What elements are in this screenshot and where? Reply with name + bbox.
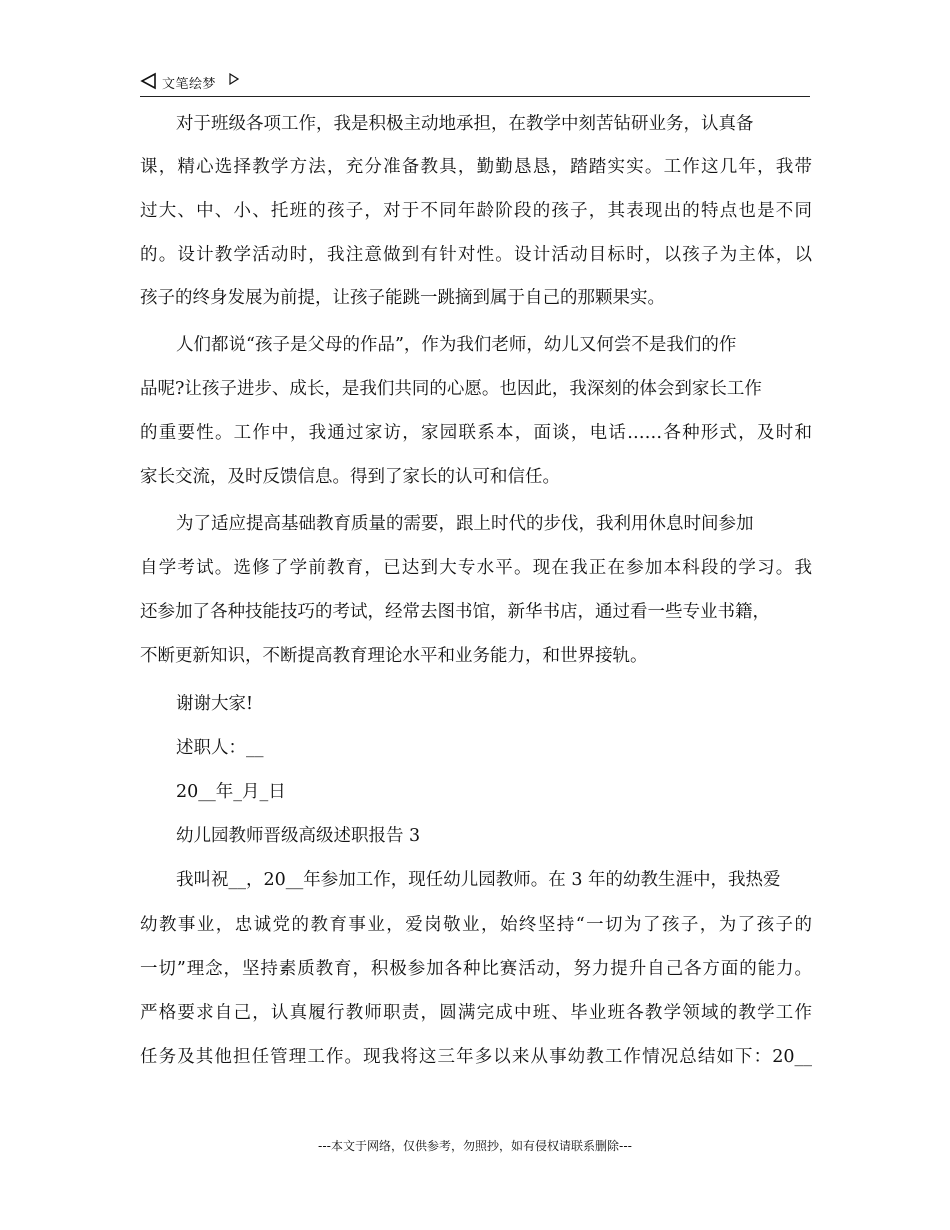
paragraph-line: 还参加了各种技能技巧的考试，经常去图书馆，新华书店，通过看一些专业书籍， bbox=[140, 602, 770, 622]
thanks-line: 谢谢大家! bbox=[176, 694, 254, 714]
paragraph-line: 家长交流，及时反馈信息。得到了家长的认可和信任。 bbox=[140, 467, 560, 487]
paragraph-line: 我叫祝__，20__年参加工作，现任幼儿园教师。在 3 年的幼教生涯中，我热爱 bbox=[176, 870, 781, 890]
paragraph-line: 课，精心选择教学方法，充分准备教具，勤勤恳恳，踏踏实实。工作这几年，我带 bbox=[140, 157, 812, 177]
signer-line: 述职人：__ bbox=[176, 738, 264, 758]
paragraph-line: 孩子的终身发展为前提，让孩子能跳一跳摘到属于自己的那颗果实。 bbox=[140, 288, 665, 308]
paragraph-line: 不断更新知识，不断提高教育理论水平和业务能力，和世界接轨。 bbox=[140, 646, 648, 666]
section-title: 幼儿园教师晋级高级述职报告 3 bbox=[176, 826, 421, 846]
paragraph-line: 严格要求自己，认真履行教师职责，圆满完成中班、毕业班各教学领域的教学工作 bbox=[140, 1003, 812, 1023]
paragraph-line: 品呢?让孩子进步、成长，是我们共同的心愿。也因此，我深刻的体会到家长工作 bbox=[140, 379, 762, 399]
paragraph-line: 对于班级各项工作，我是积极主动地承担，在教学中刻苦钻研业务，认真备 bbox=[176, 114, 754, 134]
footer-notice: ---本文于网络，仅供参考，勿照抄，如有侵权请联系删除--- bbox=[318, 1139, 632, 1153]
paragraph-line: 的重要性。工作中，我通过家访，家园联系本，面谈，电话……各种形式，及时和 bbox=[140, 423, 812, 443]
paragraph-line: 的。设计教学活动时，我注意做到有针对性。设计活动目标时，以孩子为主体，以 bbox=[140, 245, 812, 265]
paragraph-line: 任务及其他担任管理工作。现我将这三年多以来从事幼教工作情况总结如下：20__ bbox=[140, 1047, 812, 1067]
brand-name: 文笔绘梦 bbox=[162, 77, 217, 92]
paragraph-line: 自学考试。选修了学前教育，已达到大专水平。现在我正在参加本科段的学习。我 bbox=[140, 558, 812, 578]
paragraph-line: 过大、中、小、托班的孩子，对于不同年龄阶段的孩子，其表现出的特点也是不同 bbox=[140, 201, 812, 221]
triangle-left-icon bbox=[140, 72, 158, 90]
paragraph-line: 为了适应提高基础教育质量的需要，跟上时代的步伐，我利用休息时间参加 bbox=[176, 514, 754, 534]
triangle-right-icon bbox=[228, 73, 239, 85]
date-line: 20__年_月_日 bbox=[176, 782, 286, 802]
paragraph-line: 幼教事业，忠诚党的教育事业，爱岗敬业，始终坚持“一切为了孩子，为了孩子的 bbox=[140, 915, 812, 935]
paragraph-line: 人们都说“孩子是父母的作品”，作为我们老师，幼儿又何尝不是我们的作 bbox=[176, 335, 737, 355]
paragraph-line: 一切”理念，坚持素质教育，积极参加各种比赛活动，努力提升自己各方面的能力。 bbox=[140, 959, 812, 979]
page-header bbox=[140, 70, 810, 97]
